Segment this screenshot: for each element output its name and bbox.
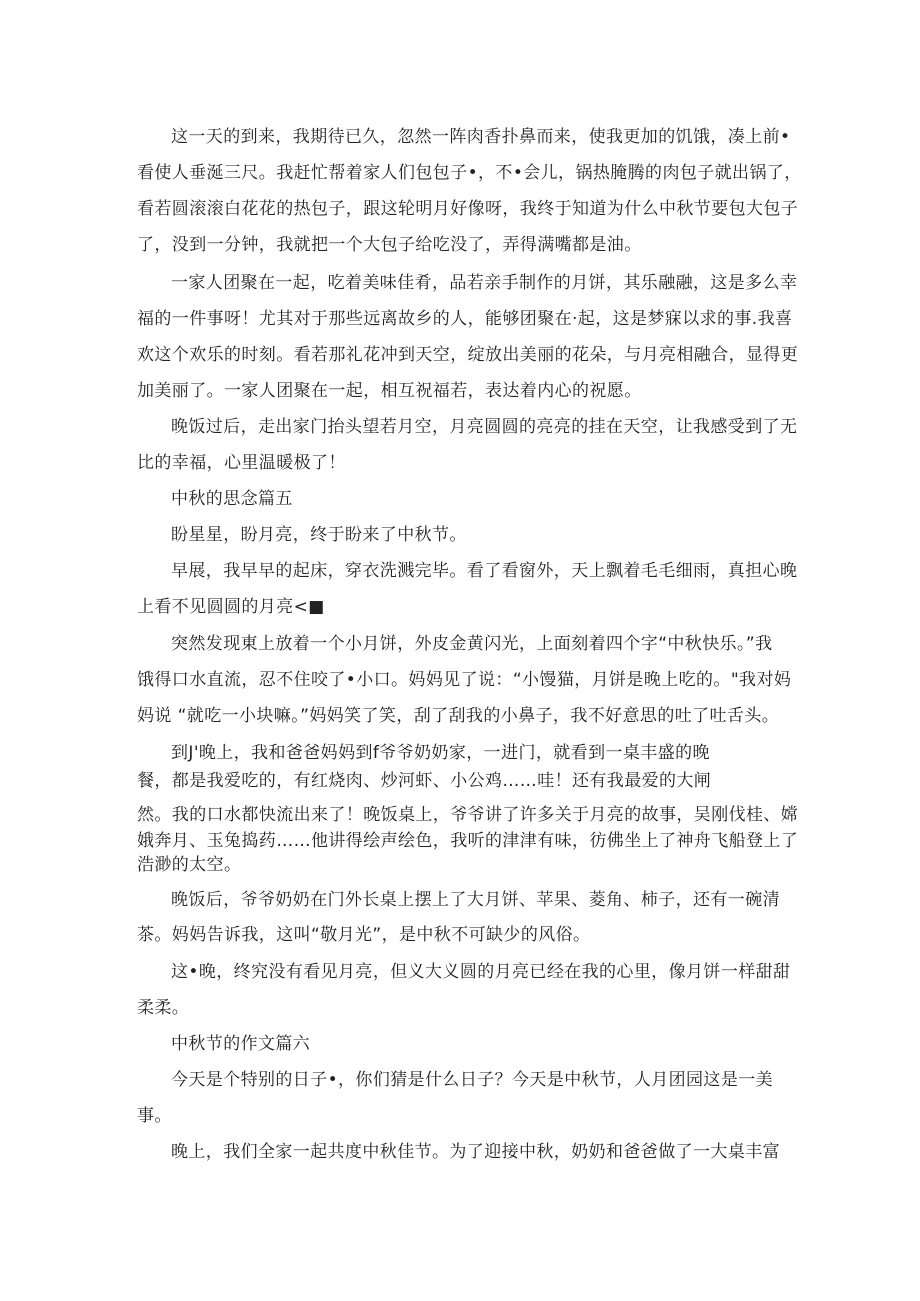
paragraph-line: 餐，都是我爱吃的，有红烧肉、炒河虾、小公鸡……哇！还有我最爱的大闸 <box>137 771 712 791</box>
paragraph-line: 这一天的到来，我期待已久，忽然一阵肉香扑鼻而来，使我更加的饥饿，凑上前• <box>171 127 791 147</box>
paragraph-line: 柔柔。 <box>137 998 190 1018</box>
paragraph-line: 浩渺的太空。 <box>137 855 242 875</box>
paragraph-line: 晚饭过后，走出家门抬头望若月空，月亮圆圆的亮亮的挂在天空，让我感受到了无 <box>171 417 798 437</box>
paragraph-line: 上看不见圆圆的月亮<■ <box>137 597 325 617</box>
paragraph-line: 然。我的口水都快流出来了！晚饭桌上，爷爷讲了许多关于月亮的故事，吴刚伐桂、嫦 <box>137 805 799 825</box>
paragraph-line: 妈说 “就吃一小块嘛。”妈妈笑了笑，刮了刮我的小鼻子，我不好意思的吐了吐舌头。 <box>137 706 780 726</box>
paragraph-line: 今天是个特别的日子•，你们猜是什么日子？今天是中秋节，人月团园这是一美 <box>171 1070 774 1090</box>
paragraph-line: 看若圆滚滚白花花的热包子，跟这轮明月好像呀，我终于知道为什么中秋节要包大包子 <box>137 199 799 219</box>
section-heading: 中秋的思念篇五 <box>171 489 293 509</box>
section-heading: 中秋节的作文篇六 <box>171 1034 311 1054</box>
paragraph-line: 欢这个欢乐的时刻。看若那礼花冲到天空，绽放出美丽的花朵，与月亮相融合，显得更 <box>137 345 799 365</box>
paragraph-line: 饿得口水直流，忍不住咬了•小口。妈妈见了说：“小馒猫，月饼是晚上吃的。"我对妈 <box>137 670 792 690</box>
paragraph-line: 一家人团聚在一起，吃着美味佳肴，品若亲手制作的月饼，其乐融融，这是多么幸 <box>171 273 798 293</box>
paragraph-line: 晚饭后，爷爷奶奶在门外长桌上摆上了大月饼、苹果、菱角、柿子，还有一碗清 <box>171 890 780 910</box>
paragraph-line: 到J'晚上，我和爸爸妈妈到f爷爷奶奶家，一进门，就看到一桌丰盛的晚 <box>171 743 710 763</box>
paragraph-line: 早展，我早早的起床，穿衣洗溅完毕。看了看窗外，天上飘着毛毛细雨，真担心晚 <box>171 561 798 581</box>
paragraph-line: 看使人垂涎三尺。我赶忙帮着家人们包包子•，不•会儿，锅热腌腾的肉包子就出锅了， <box>137 163 802 183</box>
paragraph-line: 加美丽了。一家人团聚在一起，相互祝福若，表达着内心的祝愿。 <box>137 381 642 401</box>
paragraph-line: 盼星星，盼月亮，终于盼来了中秋节。 <box>171 525 467 545</box>
paragraph-line: 晚上，我们全家一起共度中秋佳节。为了迎接中秋，奶奶和爸爸做了一大桌丰富 <box>171 1142 780 1162</box>
paragraph-line: 福的一件事呀！尤其对于那些远离故乡的人，能够团聚在·起，这是梦寐以求的事.我喜 <box>137 309 793 329</box>
paragraph-line: 娥奔月、玉兔捣药……他讲得绘声绘色，我听的津津有味，彷佛坐上了神舟飞船登上了 <box>137 831 799 851</box>
paragraph-line: 这•晚，终究没有看见月亮，但义大义圆的月亮已经在我的心里，像月饼一样甜甜 <box>171 962 791 982</box>
paragraph-line: 突然发现東上放着一个小月饼，外皮金黄闪光，上面刻着四个字“中秋快乐。”我 <box>171 634 773 654</box>
paragraph-line: 比的幸福，心里温暖极了！ <box>137 453 346 473</box>
paragraph-line: 事。 <box>137 1106 172 1126</box>
paragraph-line: 茶。妈妈告诉我，这叫“敬月光”，是中秋不可缺少的风俗。 <box>137 925 591 945</box>
paragraph-line: 了，没到一分钟，我就把一个大包子给吃没了，弄得满嘴都是油。 <box>137 235 642 255</box>
